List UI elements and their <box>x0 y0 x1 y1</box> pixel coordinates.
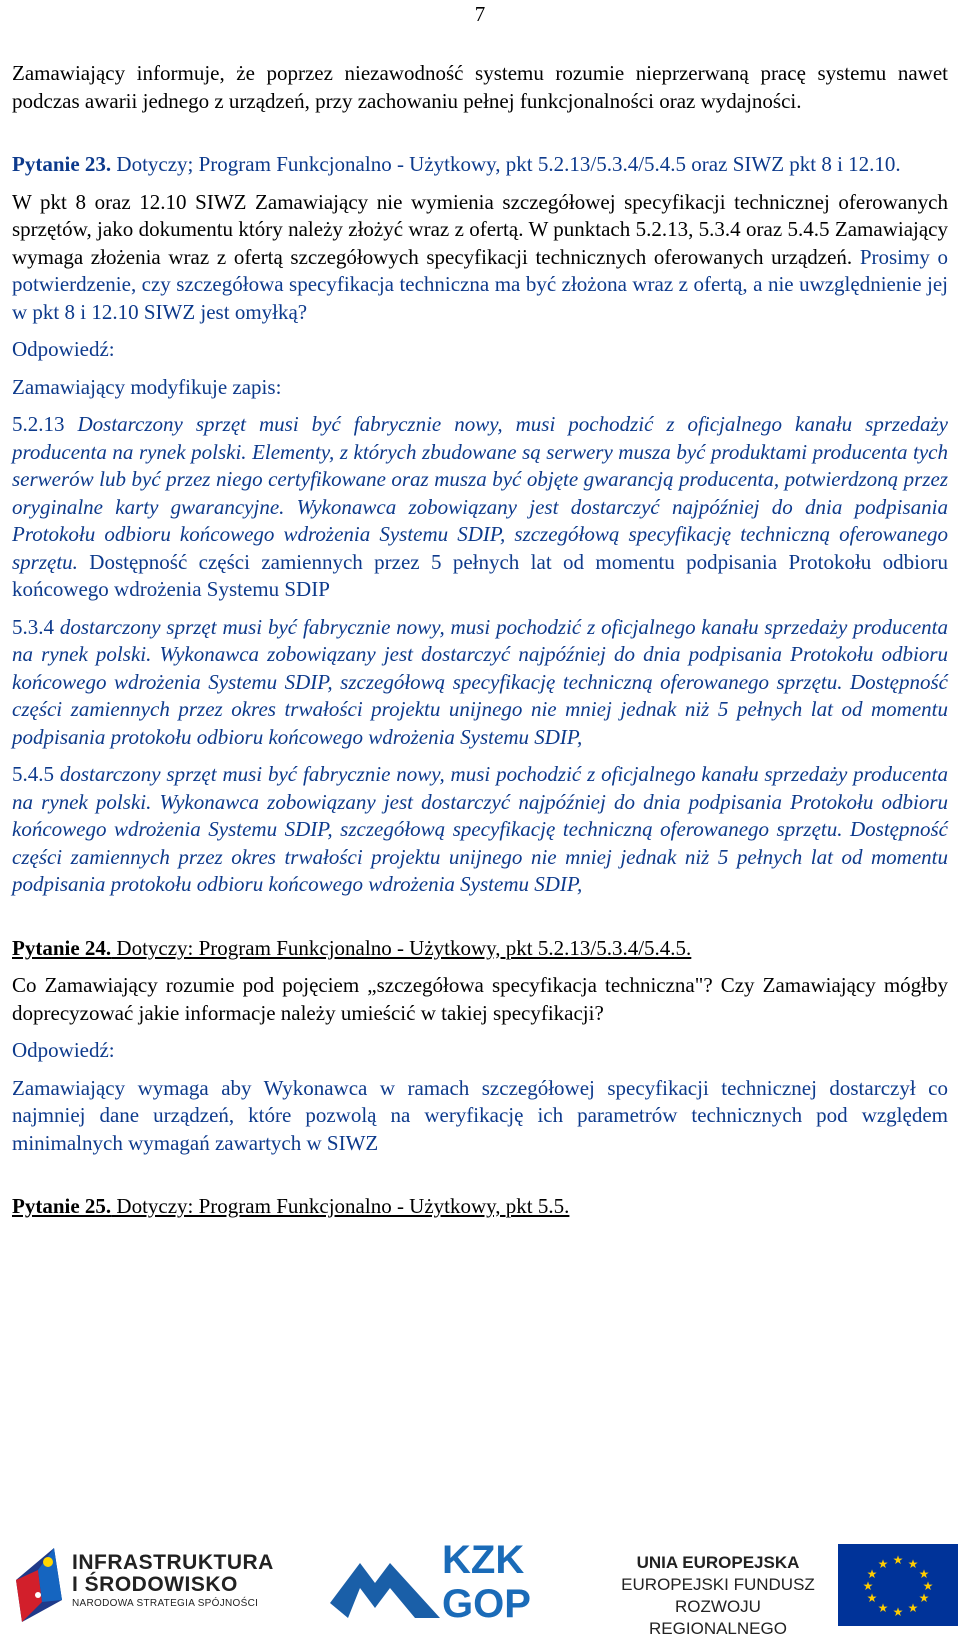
answer-item-number: 5.3.4 <box>12 614 54 639</box>
svg-text:★: ★ <box>866 1591 878 1605</box>
logo2-line1: KZK <box>442 1538 525 1582</box>
answer-item-extra: Dostępność części zamiennych przez 5 pełnych lat od momentu podpisania Protokołu odbioru końcowego wdrożenia Systemu SDIP <box>12 549 948 601</box>
question-24-subject: Dotyczy: Program Funkcjonalno - Użytkowy, pkt 5.2.13/5.3.4/5.4.5. <box>111 935 692 960</box>
svg-text:★: ★ <box>862 1579 874 1593</box>
svg-text:★: ★ <box>918 1591 930 1605</box>
question-25-header <box>12 1193 948 1221</box>
logo3-line1: UNIA EUROPEJSKA <box>636 1553 800 1572</box>
question-24-label: Pytanie 24. <box>12 935 112 960</box>
svg-text:★: ★ <box>922 1579 934 1593</box>
svg-text:★: ★ <box>892 1605 904 1619</box>
paragraph-reliability: Zamawiający informuje, że poprzez niezawodność systemu rozumie nieprzerwaną pracę systemu nawet podczas awarii jednego z urządzeń, przy zachowaniu pełnej funkcjonalności oraz wydajności. <box>12 61 948 113</box>
question-23-answer-label: Odpowiedź: <box>12 337 115 361</box>
question-24-answer: Zamawiający wymaga aby Wykonawca w ramach szczegółowej specyfikacji technicznej dostarczył co najmniej dane urządzeń, które pozwolą na weryfikację ich parametrów technicznych pod względem minimalnych wymagań zawartych w SIWZ <box>12 1075 948 1155</box>
answer-item-text: dostarczony sprzęt musi być fabrycznie nowy, musi pochodzić z oficjalnego kanału sprzedaży producenta na rynek polski. Wykonawca zobowiązany jest dostarczyć najpóźniej do dnia podpisania Protokołu odbioru końcowego wdrożenia Systemu SDIP, szczegółową specyfikację techniczną oferowanego sprzętu. Dostępność części zamiennych przez okres trwałości projektu unijnego nie mniej jednak niż 5 pełnych lat od momentu podpisania protokołu odbioru końcowego wdrożenia Systemu SDIP, <box>12 614 948 749</box>
unia-europejska-logo <box>618 1538 960 1638</box>
question-24-header <box>12 935 948 963</box>
kzk-gop-emblem-icon <box>330 1543 440 1628</box>
logo2-line2: GOP <box>442 1582 531 1626</box>
svg-text:★: ★ <box>907 1557 919 1571</box>
infrastruktura-srodowisko-logo <box>8 1538 274 1633</box>
eu-flag-icon <box>838 1544 958 1626</box>
logo1-line3: NARODOWA STRATEGIA SPÓJNOŚCI <box>72 1598 259 1609</box>
logo1-line1: INFRASTRUKTURA <box>72 1551 274 1574</box>
answer-item-5-3-4 <box>12 614 948 752</box>
document-body <box>12 60 948 1221</box>
answer-item-text: Dostarczony sprzęt musi być fabrycznie nowy, musi pochodzić z oficjalnego kanału sprzedaży producenta na rynek polski. Elementy, z których zbudowane są serwery musza być produktami producenta tych serwerów lub być przez niego certyfikowane oraz musza być objęte gwarancją producenta, potwierdzoną przez oryginalne karty gwarancyjne. Wykonawca zobowiązany jest dostarczyć najpóźniej do dnia podpisania Protokołu odbioru końcowego wdrożenia Systemu SDIP, szczegółową specyfikację techniczną oferowanego sprzętu. <box>12 412 948 574</box>
svg-text:★: ★ <box>907 1601 919 1615</box>
svg-text:★: ★ <box>866 1567 878 1581</box>
question-23-body-text: W pkt 8 oraz 12.10 SIWZ Zamawiający nie wymienia szczegółowej specyfikacji technicznej oferowanych sprzętów, jako dokumentu który należy złożyć wraz z ofertą. W punktach 5.2.13, 5.3.4 oraz 5.4.5 Zamawiający wymaga złożenia wraz z ofertą szczegółowych specyfikacji technicznych oferowanych urządzeń. <box>12 189 948 269</box>
question-23-label: Pytanie 23. <box>12 152 112 176</box>
svg-text:★: ★ <box>877 1557 889 1571</box>
svg-text:★: ★ <box>892 1553 904 1567</box>
question-23-body-request: Prosimy o potwierdzenie, czy szczegółowa specyfikacja techniczna ma być złożona wraz z ofertą, a nie uwzględnienie jej w pkt 8 i 12.10 SIWZ jest omyłką? <box>12 244 949 324</box>
question-25-subject: Dotyczy: Program Funkcjonalno - Użytkowy, pkt 5.5. <box>111 1194 570 1218</box>
footer-logos <box>0 1538 960 1638</box>
question-24-answer-label: Odpowiedź: <box>12 1038 115 1062</box>
answer-item-number: 5.4.5 <box>12 762 54 786</box>
question-23-answer-intro: Zamawiający modyfikuje zapis: <box>12 374 282 399</box>
question-23-body <box>12 189 948 327</box>
kzk-gop-logo <box>330 1538 540 1633</box>
logo3-line3: ROZWOJU REGIONALNEGO <box>649 1597 787 1638</box>
answer-item-text: dostarczony sprzęt musi być fabrycznie nowy, musi pochodzić z oficjalnego kanału sprzedaży producenta na rynek polski. Wykonawca zobowiązany jest dostarczyć najpóźniej do dnia podpisania Protokołu odbioru końcowego wdrożenia Systemu SDIP, szczegółową specyfikację techniczną oferowanego sprzętu. Dostępność części zamiennych przez okres trwałości projektu unijnego nie mniej jednak niż 5 pełnych lat od momentu podpisania protokołu odbioru końcowego wdrożenia Systemu SDIP, <box>12 762 948 896</box>
question-23-subject: Dotyczy; Program Funkcjonalno - Użytkowy, pkt 5.2.13/5.3.4/5.4.5 oraz SIWZ pkt 8 i 12.10. <box>111 152 901 176</box>
question-25-label: Pytanie 25. <box>12 1194 112 1218</box>
answer-item-5-4-5 <box>12 761 948 899</box>
svg-text:★: ★ <box>877 1601 889 1615</box>
logo1-line2: I ŚRODOWISKO <box>72 1573 238 1596</box>
question-23-header <box>12 151 948 179</box>
svg-text:★: ★ <box>918 1567 930 1581</box>
logo3-line2: EUROPEJSKI FUNDUSZ <box>621 1575 815 1594</box>
page-number: 7 <box>474 2 486 26</box>
question-24-body: Co Zamawiający rozumie pod pojęciem „szczegółowa specyfikacja techniczna"? Czy Zamawiający mógłby doprecyzować jakie informacje należy umieścić w takiej specyfikacji? <box>12 973 948 1025</box>
answer-item-number: 5.2.13 <box>12 412 65 436</box>
answer-item-5-2-13 <box>12 411 948 604</box>
nss-emblem-icon <box>8 1540 68 1630</box>
